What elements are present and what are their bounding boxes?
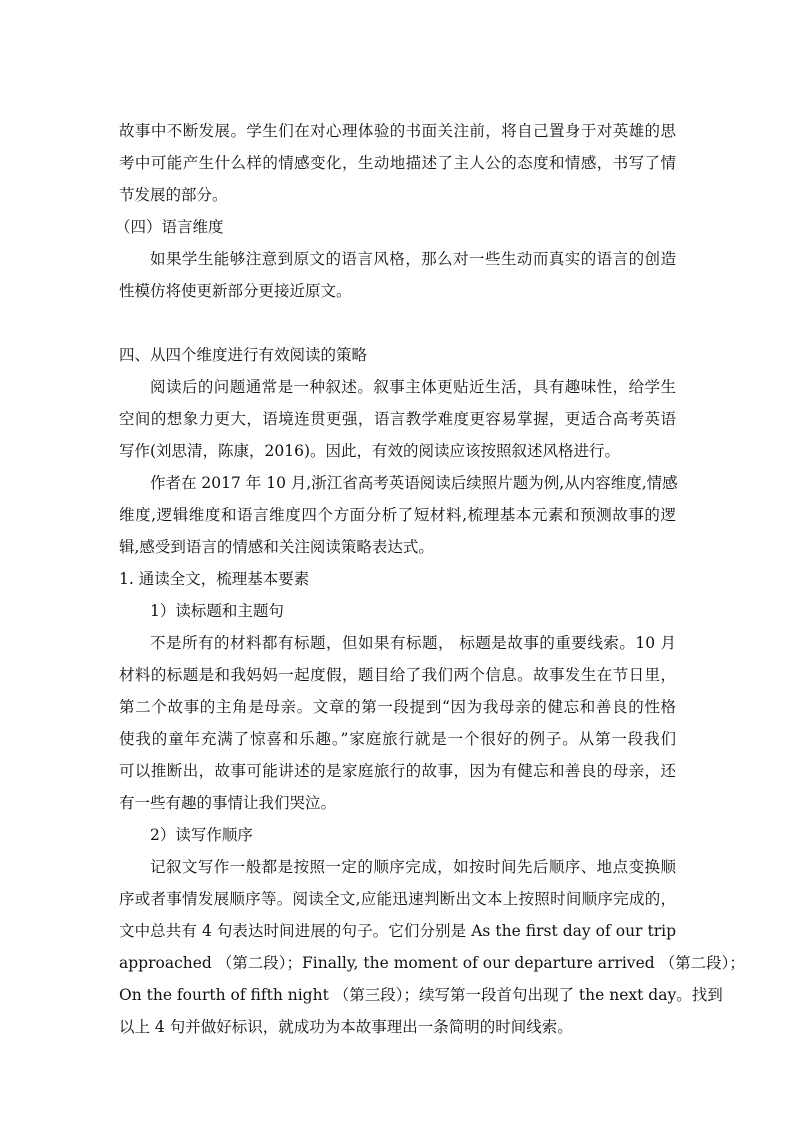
text-line: 维度,逻辑维度和语言维度四个方面分析了短材料,梳理基本元素和预测故事的逻 [119,506,676,524]
text-line: 序或者事情发展顺序等。阅读全文,应能迅速判断出文本上按照时间顺序完成的， [119,890,676,908]
text-line: 1）读标题和主题句 [150,602,284,620]
text-line: 四、从四个维度进行有效阅读的策略 [119,346,368,364]
text-line: 辑,感受到语言的情感和关注阅读策略表达式。 [119,538,434,556]
text-line: 可以推断出，故事可能讲述的是家庭旅行的故事，因为有健忘和善良的母亲，还 [119,762,676,780]
text-line: 有一些有趣的事情让我们哭泣。 [119,794,337,812]
text-line: 以上 4 句并做好标识，就成功为本故事理出一条简明的时间线索。 [119,1018,573,1036]
paragraph [119,115,676,211]
paragraph [119,339,676,371]
text-line: 写作(刘思清，陈康，2016)。因此，有效的阅读应该按照叙述风格进行。 [119,442,621,460]
paragraph [119,819,676,851]
section-heading [115,211,676,243]
text-line: 阅读后的问题通常是一种叙述。叙事主体更贴近生活，具有趣味性，给学生 [150,378,676,396]
text-line: （四）语言维度 [115,218,224,236]
text-line: 使我的童年充满了惊喜和乐趣。”家庭旅行就是一个很好的例子。从第一段我们 [119,730,676,748]
text-line: 节发展的部分。 [119,186,228,204]
blank-line [119,307,676,339]
text-line: 文中总共有 4 句表达时间进展的句子。它们分别是 As the first day of our trip [119,922,676,940]
paragraph [119,371,676,467]
text-line: 作者在 2017 年 10 月,浙江省高考英语阅读后续照片题为例,从内容维度,情感 [150,474,678,492]
text-line: 2）读写作顺序 [150,826,253,844]
text-line: 材料的标题是和我妈妈一起度假，题目给了我们两个信息。故事发生在节日里， [119,666,676,684]
paragraph [119,243,676,307]
paragraph [119,467,676,563]
document-page [115,115,745,1043]
paragraph [119,851,745,1043]
text-line: 第二个故事的主角是母亲。文章的第一段提到“因为我母亲的健忘和善良的性格 [119,698,676,716]
text-line: 记叙文写作一般都是按照一定的顺序完成，如按时间先后顺序、地点变换顺 [150,858,676,876]
text-line: 故事中不断发展。学生们在对心理体验的书面关注前，将自己置身于对英雄的思 [119,122,676,140]
text-line: 1. 通读全文，梳理基本要素 [119,570,310,588]
text-line: On the fourth of fifth night （第三段）；续写第一段首句出现了 the next day。找到 [119,986,723,1004]
text-line: 考中可能产生什么样的情感变化，生动地描述了主人公的态度和情感，书写了情 [119,154,676,172]
paragraph [119,595,676,627]
text-line: 性模仿将使更新部分更接近原文。 [119,282,352,300]
paragraph [119,627,676,819]
text-line: 空间的想象力更大，语境连贯更强，语言教学难度更容易掌握，更适合高考英语 [119,410,676,428]
text-line: approached （第二段）；Finally, the moment of our departure arrived （第二段）； [119,954,745,972]
paragraph [119,563,676,595]
text-line: 如果学生能够注意到原文的语言风格，那么对一些生动而真实的语言的创造 [150,250,676,268]
text-line: 不是所有的材料都有标题，但如果有标题， 标题是故事的重要线索。10 月 [150,634,676,652]
